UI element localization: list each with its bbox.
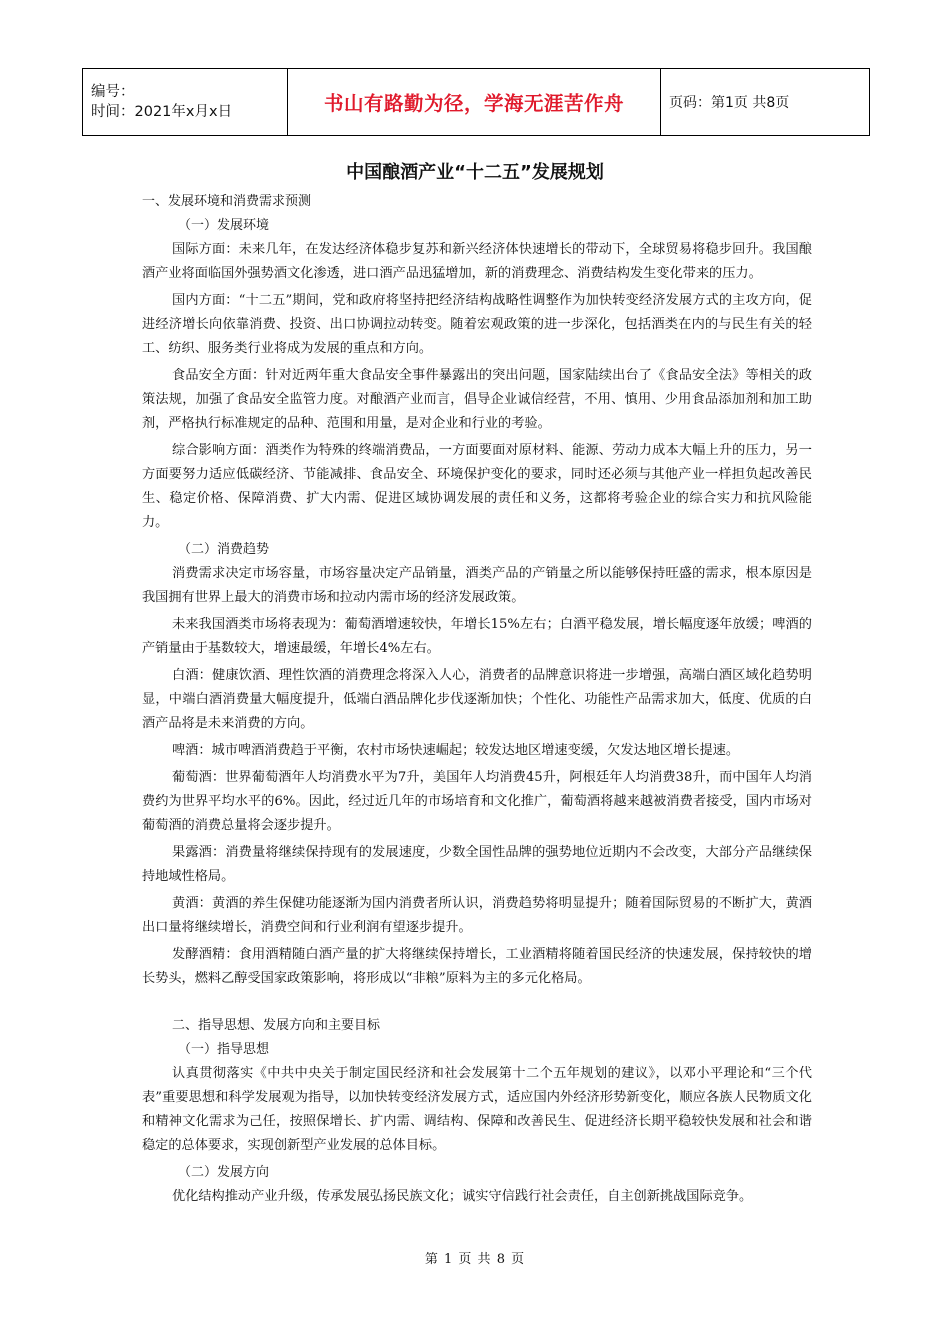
subsection-heading: （二）发展方向 (178, 1165, 270, 1180)
body-paragraph: 未来我国酒类市场将表现为：葡萄酒增速较快，年增长15%左右；白酒平稳发展，增长幅度逐年放缓；啤酒的产销量由于基数较大，增速最缓，年增长4%左右。 (142, 617, 812, 656)
document-body (142, 190, 812, 1212)
subsection-heading: （一）指导思想 (178, 1042, 270, 1057)
body-paragraph: 发酵酒精：食用酒精随白酒产量的扩大将继续保持增长，工业酒精将随着国民经济的快速发展，保持较快的增长势头，燃料乙醇受国家政策影响，将形成以“非粮”原料为主的多元化格局。 (142, 947, 812, 986)
body-paragraph: 认真贯彻落实《中共中央关于制定国民经济和社会发展第十二个五年规划的建议》，以邓小平理论和“三个代表”重要思想和科学发展观为指导，以加快转变经济发展方式，适应国内外经济形势新变化，顺应各族人民物质文化和精神文化需求为己任，按照保增长、扩内需、调结构、保障和改善民生、促进经济长期平稳较快发展和社会和谐稳定的总体要求，实现创新型产业发展的总体目标。 (142, 1066, 812, 1153)
body-paragraph: 果露酒：消费量将继续保持现有的发展速度，少数全国性品牌的强势地位近期内不会改变，大部分产品继续保持地域性格局。 (142, 845, 812, 884)
body-paragraph: 优化结构推动产业升级，传承发展弘扬民族文化；诚实守信践行社会责任，自主创新挑战国际竞争。 (172, 1189, 753, 1204)
body-paragraph: 葡萄酒：世界葡萄酒年人均消费水平为7升，美国年人均消费45升，阿根廷年人均消费38升，而中国年人均消费约为世界平均水平的6%。因此，经过近几年的市场培育和文化推广，葡萄酒将越来越被消费者接受，国内市场对葡萄酒的消费总量将会逐步提升。 (142, 770, 812, 833)
section-spacer (142, 994, 812, 1014)
subsection-heading: （二）消费趋势 (178, 542, 270, 557)
body-paragraph: 国内方面：“十二五”期间，党和政府将坚持把经济结构战略性调整作为加快转变经济发展方式的主攻方向，促进经济增长向依靠消费、投资、出口协调拉动转变。随着宏观政策的进一步深化，包括酒类在内的与民生有关的轻工、纺织、服务类行业将成为发展的重点和方向。 (142, 293, 812, 356)
body-paragraph: 综合影响方面：酒类作为特殊的终端消费品，一方面要面对原材料、能源、劳动力成本大幅上升的压力，另一方面要努力适应低碳经济、节能减排、食品安全、环境保护变化的要求，同时还必须与其他产业一样担负起改善民生、稳定价格、保障消费、扩大内需、促进区域协调发展的责任和义务，这都将考验企业的综合实力和抗风险能力。 (142, 443, 812, 530)
subsection-heading: （一）发展环境 (178, 218, 270, 233)
body-paragraph: 国际方面：未来几年，在发达经济体稳步复苏和新兴经济体快速增长的带动下，全球贸易将稳步回升。我国酿酒产业将面临国外强势酒文化渗透，进口酒产品迅猛增加，新的消费理念、消费结构发生变化带来的压力。 (142, 242, 812, 281)
header-page-info: 页码：第1页 共8页 (661, 69, 870, 136)
section-heading: 一、发展环境和消费需求预测 (142, 194, 312, 209)
body-paragraph: 消费需求决定市场容量，市场容量决定产品销量，酒类产品的产销量之所以能够保持旺盛的需求，根本原因是我国拥有世界上最大的消费市场和拉动内需市场的经济发展政策。 (142, 566, 812, 605)
section-heading: 二、指导思想、发展方向和主要目标 (172, 1018, 381, 1033)
header-code: 编号： (91, 84, 135, 100)
body-paragraph: 黄酒：黄酒的养生保健功能逐渐为国内消费者所认识，消费趋势将明显提升；随着国际贸易的不断扩大，黄酒出口量将继续增长，消费空间和行业利润有望逐步提升。 (142, 896, 812, 935)
page-footer: 第 1 页 共 8 页 (424, 1252, 526, 1267)
page-header (82, 68, 870, 136)
header-meta (83, 69, 288, 136)
body-paragraph: 食品安全方面：针对近两年重大食品安全事件暴露出的突出问题，国家陆续出台了《食品安全法》等相关的政策法规，加强了食品安全监管力度。对酿酒产业而言，倡导企业诚信经营，不用、慎用、少用食品添加剂和加工助剂，严格执行标准规定的品种、范围和用量，是对企业和行业的考验。 (142, 368, 812, 431)
header-date: 时间：2021年x月x日 (91, 104, 233, 120)
body-paragraph: 啤酒：城市啤酒消费趋于平衡，农村市场快速崛起；较发达地区增速变缓，欠发达地区增长提速。 (172, 743, 740, 758)
document-title: 中国酿酒产业“十二五”发展规划 (346, 162, 604, 183)
body-paragraph: 白酒：健康饮酒、理性饮酒的消费理念将深入人心，消费者的品牌意识将进一步增强，高端白酒区域化趋势明显，中端白酒消费量大幅度提升，低端白酒品牌化步伐逐渐加快；个性化、功能性产品需求加大，低度、优质的白酒产品将是未来消费的方向。 (142, 668, 812, 731)
header-motto: 书山有路勤为径，学海无涯苦作舟 (288, 69, 661, 136)
